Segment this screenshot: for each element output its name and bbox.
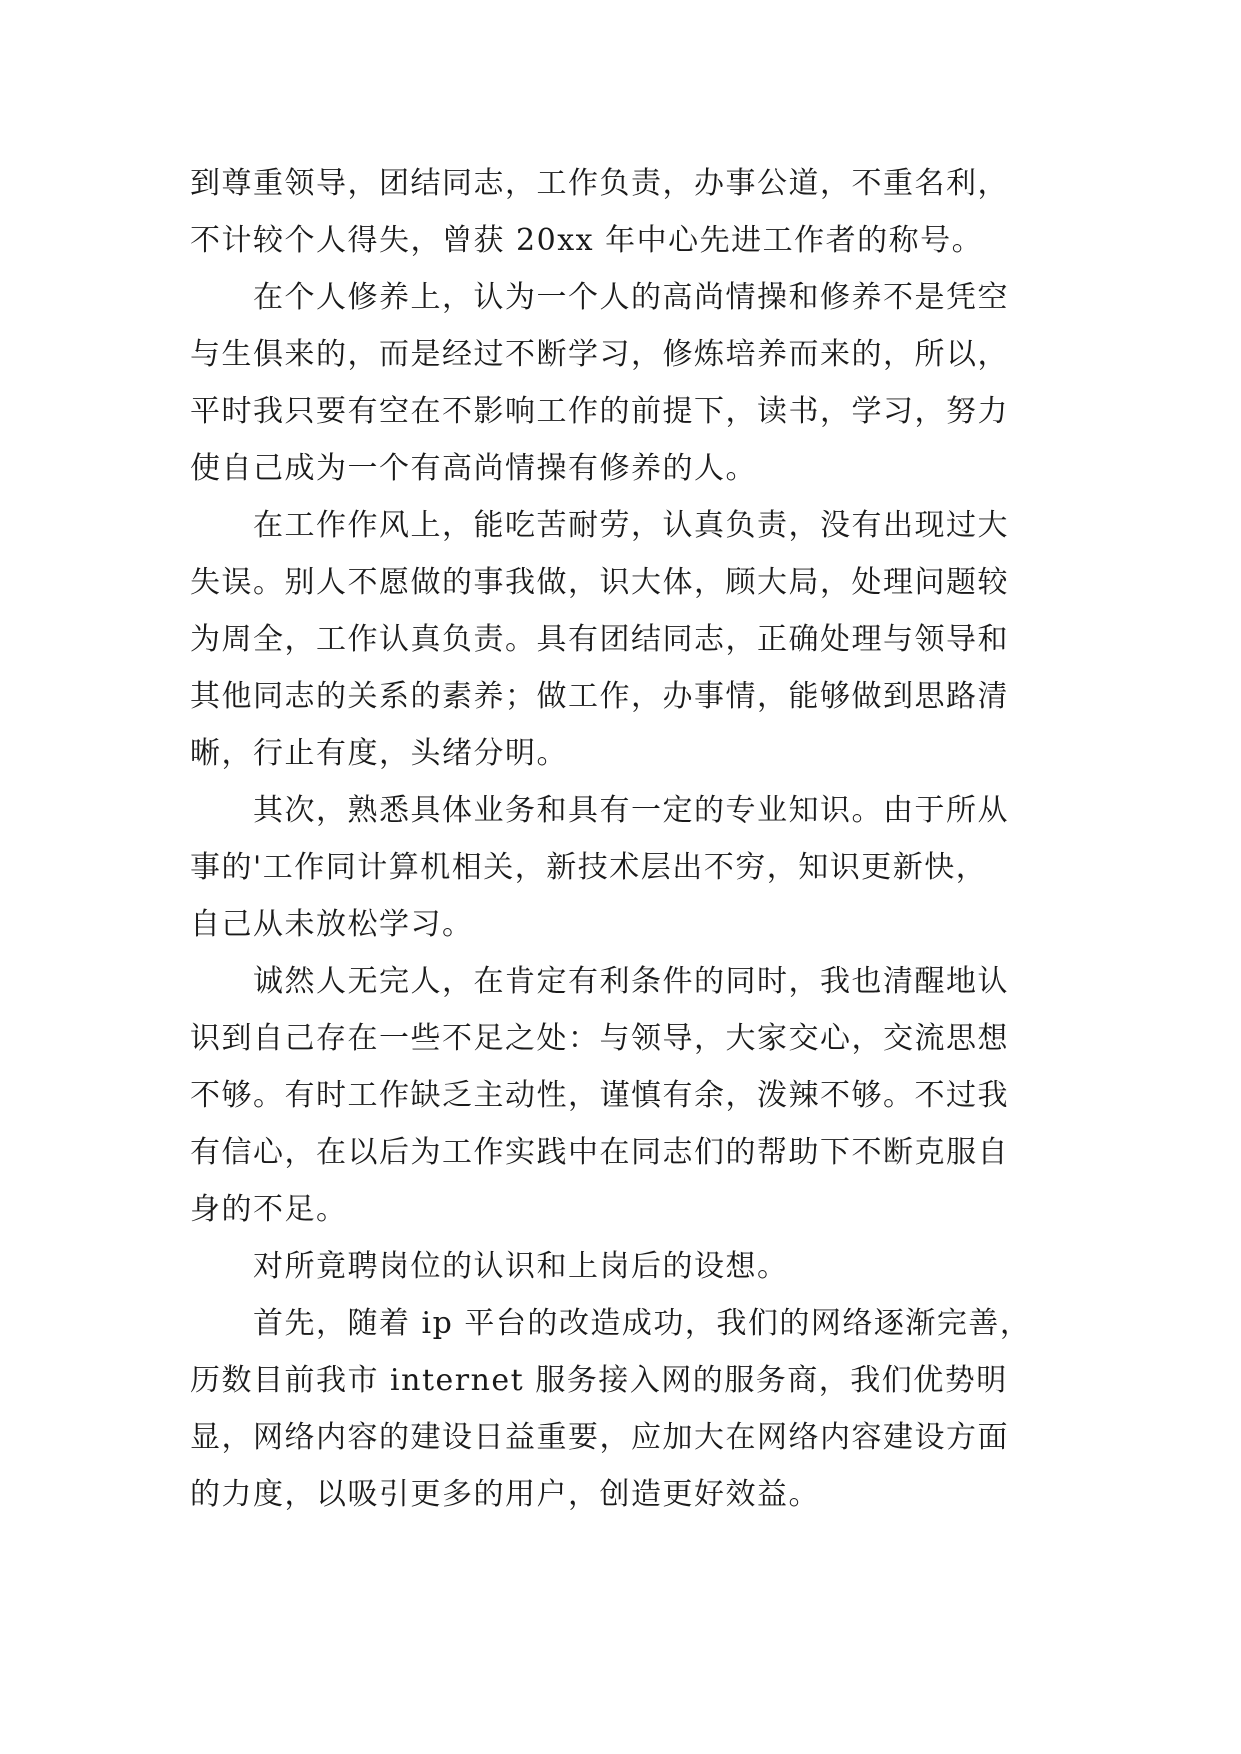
text-line: 历数目前我市 internet 服务接入网的服务商，我们优势明 (190, 1363, 1008, 1398)
text-line: 为周全，工作认真负责。具有团结同志，正确处理与领导和 (190, 622, 1009, 657)
text-line: 显，网络内容的建设日益重要，应加大在网络内容建设方面 (190, 1420, 1009, 1455)
text-line: 到尊重领导，团结同志，工作负责，办事公道，不重名利， (190, 166, 1009, 201)
document-body (190, 155, 1070, 1523)
text-line: 其他同志的关系的素养；做工作，办事情，能够做到思路清 (190, 679, 1009, 714)
text-line: 在个人修养上，认为一个人的高尚情操和修养不是凭空 (190, 280, 1009, 315)
text-line: 识到自己存在一些不足之处：与领导，大家交心，交流思想 (190, 1021, 1009, 1056)
text-line: 在工作作风上，能吃苦耐劳，认真负责，没有出现过大 (190, 508, 1009, 543)
text-line: 诚然人无完人，在肯定有利条件的同时，我也清醒地认 (190, 964, 1009, 999)
text-line: 身的不足。 (190, 1192, 348, 1227)
text-line: 不计较个人得失，曾获 20xx 年中心先进工作者的称号。 (190, 223, 984, 258)
text-line: 对所竟聘岗位的认识和上岗后的设想。 (190, 1249, 789, 1284)
paragraph (190, 1295, 1070, 1523)
text-line: 不够。有时工作缺乏主动性，谨慎有余，泼辣不够。不过我 (190, 1078, 1009, 1113)
paragraph (190, 269, 1070, 497)
paragraph (190, 782, 1070, 953)
text-line: 首先，随着 ip 平台的改造成功，我们的网络逐渐完善， (190, 1306, 1032, 1341)
text-line: 有信心，在以后为工作实践中在同志们的帮助下不断克服自 (190, 1135, 1009, 1170)
paragraph (190, 953, 1070, 1238)
text-line: 其次，熟悉具体业务和具有一定的专业知识。由于所从 (190, 793, 1009, 828)
text-line: 平时我只要有空在不影响工作的前提下，读书，学习，努力 (190, 394, 1009, 429)
text-line: 失误。别人不愿做的事我做，识大体，顾大局，处理问题较 (190, 565, 1009, 600)
text-line: 的力度，以吸引更多的用户，创造更好效益。 (190, 1477, 820, 1512)
text-line: 使自己成为一个有高尚情操有修养的人。 (190, 451, 757, 486)
paragraph (190, 1238, 1070, 1295)
paragraph (190, 497, 1070, 782)
text-line: 事的'工作同计算机相关，新技术层出不穷，知识更新快， (190, 850, 988, 885)
text-line: 晰，行止有度，头绪分明。 (190, 736, 568, 771)
paragraph (190, 155, 1070, 269)
text-line: 自己从未放松学习。 (190, 907, 474, 942)
text-line: 与生俱来的，而是经过不断学习，修炼培养而来的，所以， (190, 337, 1009, 372)
